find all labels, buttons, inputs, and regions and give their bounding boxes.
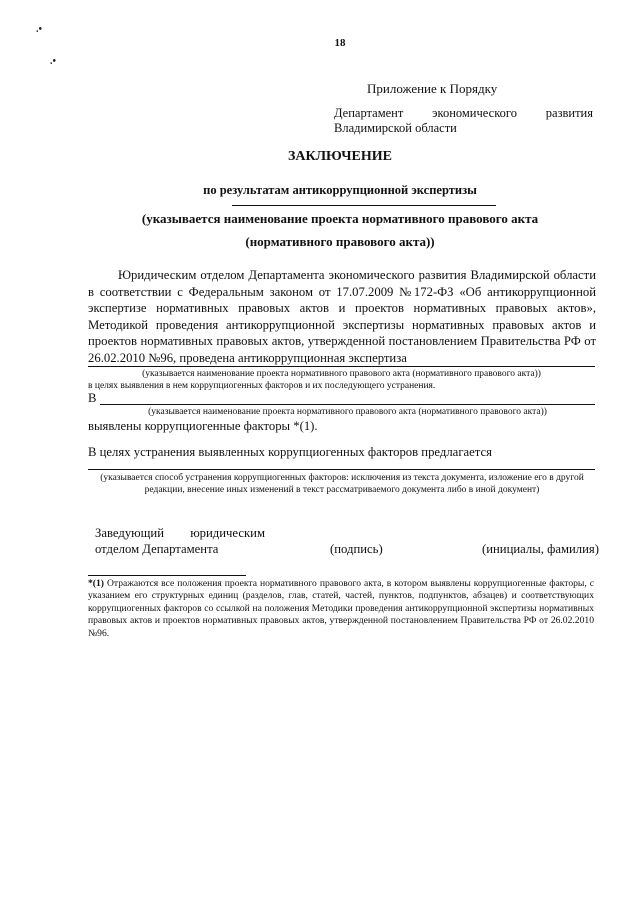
- name-label: (инициалы, фамилия): [482, 542, 599, 556]
- page-number: 18: [334, 37, 346, 49]
- main-paragraph-text: Юридическим отделом Департамента экономического развития Владимирской области в соответствии с Федеральным законом от 17.07.2009 №172-ФЗ «Об антикоррупционной экспертизе нормативных правовых актов и проектов нормативных правовых актов», Методикой проведения антикоррупционной экспертизы нормативных правовых актов и проектов нормативных правовых актов, утвержденной постановлением Правительства РФ от 26.02.2010 №96, проведена антикоррупционная экспертиза: [88, 268, 596, 365]
- hint-project-name-1: (указывается наименование проекта нормативного правового акта (нормативного правового акта)): [142, 369, 541, 379]
- fill-line-2: [100, 404, 595, 405]
- document-title: ЗАКЛЮЧЕНИЕ: [287, 149, 393, 164]
- found-factors-line: выявлены коррупциогенные факторы *(1).: [88, 419, 318, 433]
- scan-speck-mid: .•: [50, 56, 57, 67]
- signer-position-line1: Заведующий юридическим: [95, 526, 265, 540]
- scan-speck-top: .•: [36, 24, 43, 35]
- appendix-label: Приложение к Порядку: [367, 81, 498, 96]
- hint-elimination-method: (указывается способ устранения коррупциогенных факторов: исключения из текста документа, изложение его в другой редакции, внесение иных изменений в текст рассматриваемого документа либо в иной документ): [100, 473, 584, 495]
- hint-project-name-2: (указывается наименование проекта нормативного правового акта (нормативного правового акта)): [148, 407, 547, 417]
- footnote: [88, 578, 594, 640]
- department-region: Владимирской области: [334, 121, 457, 135]
- fill-line-3: [88, 469, 595, 470]
- project-name-line: [232, 205, 496, 206]
- in-label: В: [88, 391, 97, 405]
- signature-label: (подпись): [330, 542, 383, 556]
- signer-position-line2: отделом Департамента: [95, 542, 219, 556]
- proposal-line: В целях устранения выявленных коррупциогенных факторов предлагается: [88, 445, 492, 459]
- footnote-separator: [88, 575, 246, 576]
- project-name-hint-line1: (указывается наименование проекта нормативного правового акта: [141, 211, 539, 226]
- main-paragraph: [88, 267, 596, 367]
- department-name: Департамент экономического развития: [334, 106, 593, 120]
- project-name-hint-line2: (нормативного правового акта)): [245, 234, 435, 249]
- footnote-text: Отражаются все положения проекта нормативного правового акта, в котором выявлены коррупциогенные факторы, с указанием его структурных единиц (разделов, глав, статей, частей, пунктов, подпунктов, абзацев) и соответствующих коррупциогенных факторов со ссылкой на положения Методики проведения антикоррупционной экспертизы нормативных правовых актов и проектов нормативных правовых актов, утвержденной постановлением Правительства РФ от 26.02.2010 №96.: [88, 578, 594, 639]
- document-subtitle: по результатам антикоррупционной экспертизы: [203, 183, 477, 197]
- purpose-line: в целях выявления в нем коррупциогенных факторов и их последующего устранения.: [88, 381, 436, 391]
- footnote-mark: *(1): [88, 578, 104, 589]
- fill-line-1: [88, 366, 595, 367]
